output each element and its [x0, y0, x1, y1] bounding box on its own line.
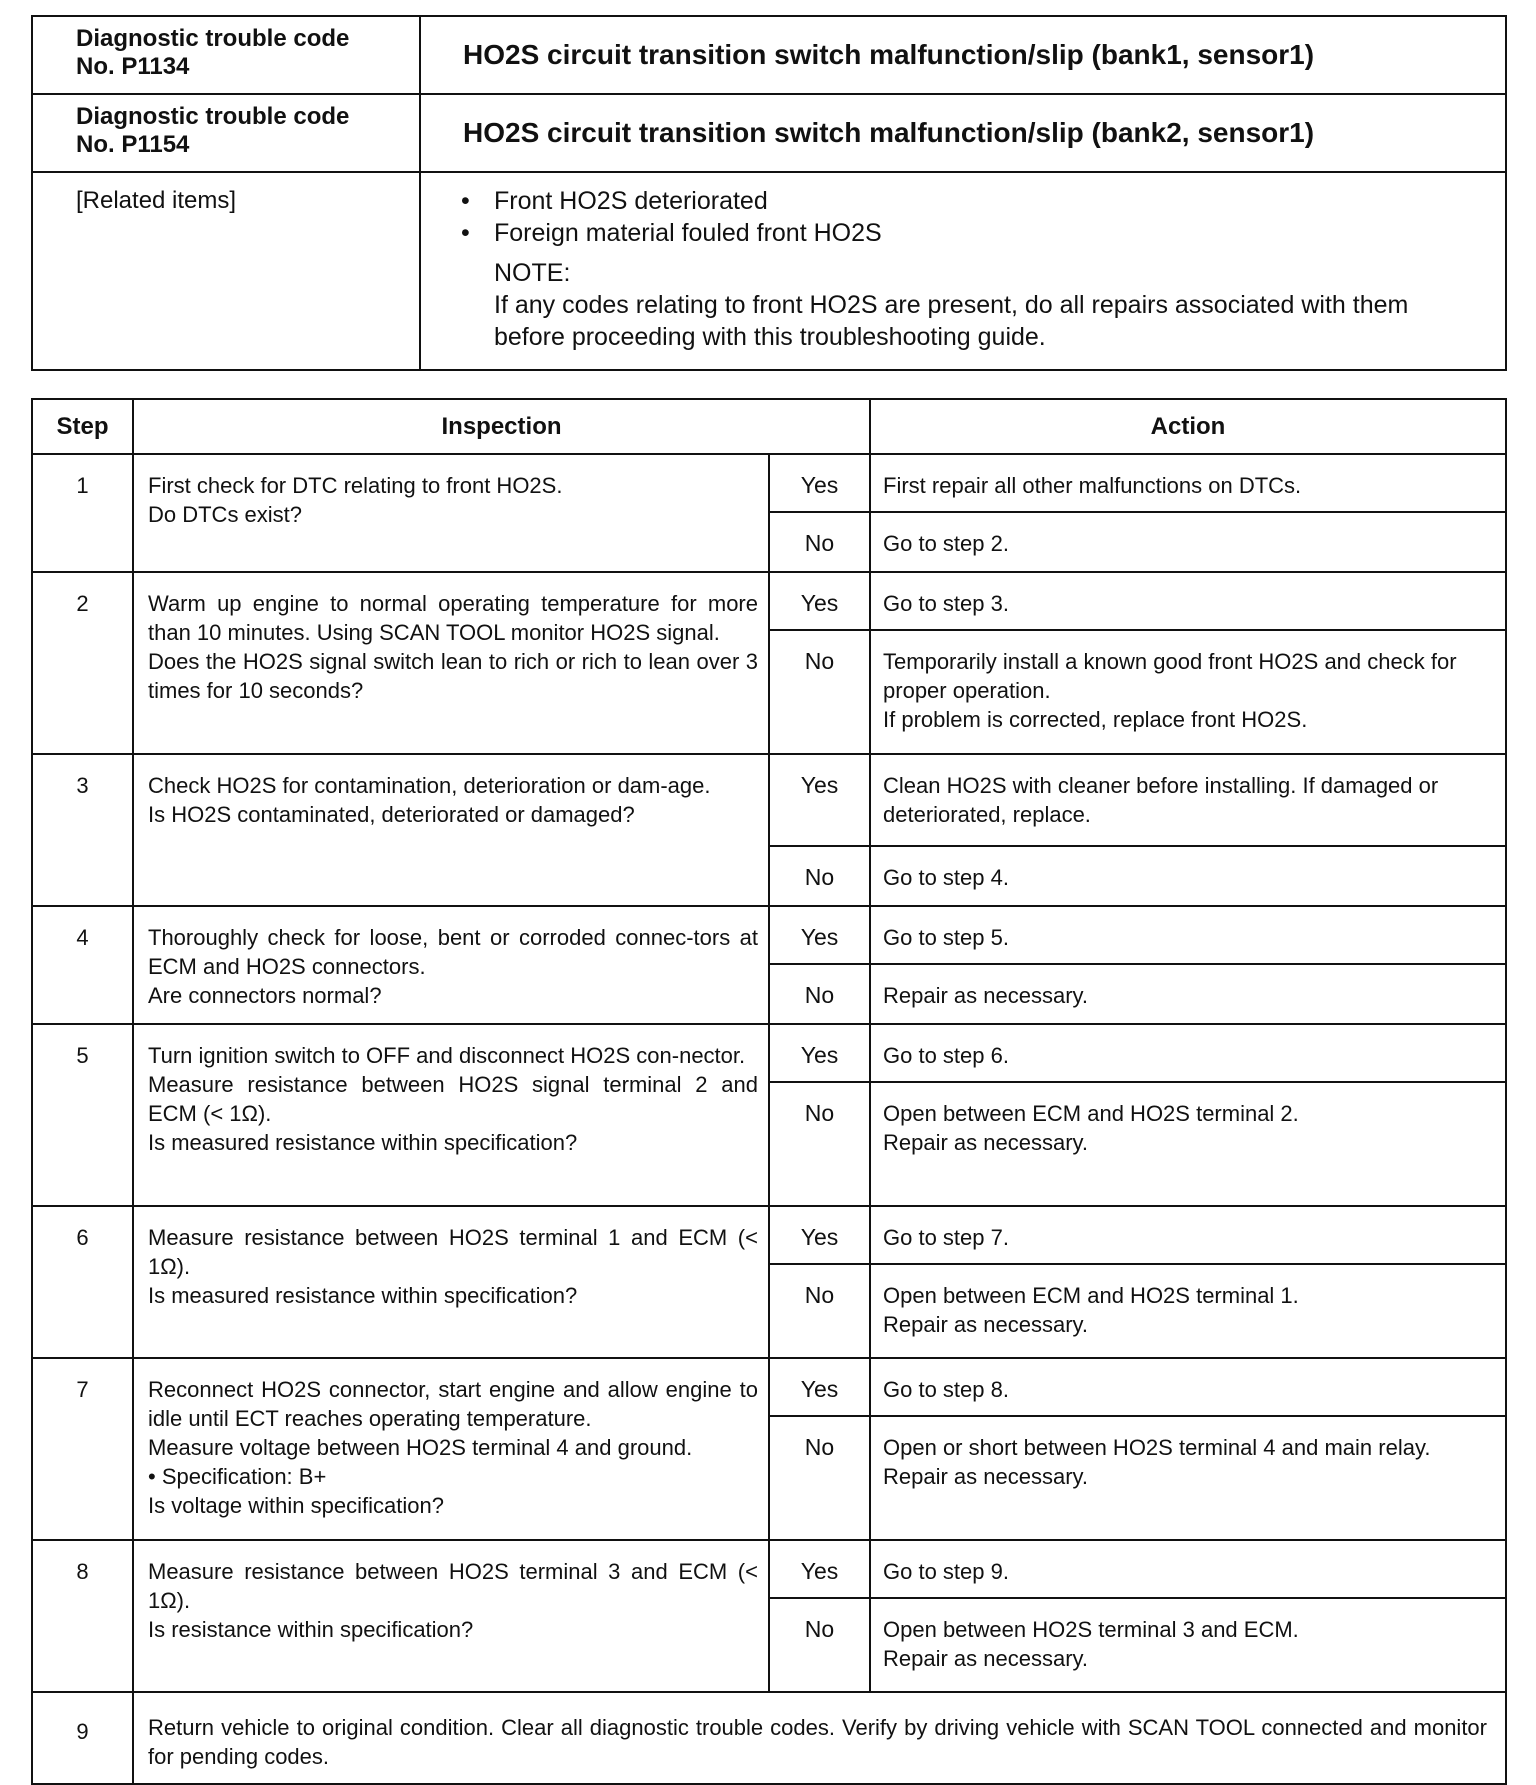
yes-action-cell [870, 1206, 1506, 1264]
table-row [32, 1540, 1506, 1598]
inspection-line: Thoroughly check for loose, bent or corroded connec-tors at ECM and HO2S connectors. [148, 925, 758, 979]
no-action-cell [870, 630, 1506, 754]
note-line: before proceeding with this troubleshooting guide. [494, 323, 1046, 351]
dtc-row-p1154 [32, 94, 1506, 172]
no-label: No [769, 846, 870, 906]
step-column-header: Step [32, 399, 133, 454]
inspection-cell [133, 1206, 769, 1358]
yes-action-cell [870, 454, 1506, 512]
note-label: NOTE: [494, 259, 571, 287]
inspection-line: Is HO2S contaminated, deteriorated or damaged? [148, 802, 635, 827]
dtc-title: HO2S circuit transition switch malfunction/slip (bank1, sensor1) [420, 16, 1506, 94]
table-row [32, 572, 1506, 630]
dtc-label [32, 16, 420, 94]
step-number: 7 [32, 1358, 133, 1540]
no-action-cell [870, 1416, 1506, 1540]
yes-action-cell [870, 906, 1506, 964]
related-items-cell [420, 172, 1506, 370]
action-line: If problem is corrected, replace front HO2S. [883, 707, 1308, 732]
step-number: 4 [32, 906, 133, 1024]
inspection-cell [133, 906, 769, 1024]
action-line: Repair as necessary. [883, 1312, 1089, 1337]
step-number: 2 [32, 572, 133, 754]
yes-label: Yes [769, 1540, 870, 1598]
step-number: 8 [32, 1540, 133, 1692]
step-number: 1 [32, 454, 133, 572]
no-action-cell [870, 1082, 1506, 1206]
final-step-text: Return vehicle to original condition. Clear all diagnostic trouble codes. Verify by driving vehicle with SCAN TOOL connected and monitor for pending codes. [133, 1692, 1506, 1784]
inspection-cell [133, 572, 769, 754]
yes-action-cell [870, 754, 1506, 846]
action-column-header: Action [870, 399, 1506, 454]
table-row [32, 1358, 1506, 1416]
action-line: Repair as necessary. [883, 1464, 1089, 1489]
step-number: 3 [32, 754, 133, 906]
inspection-line: Is measured resistance within specification? [148, 1283, 578, 1308]
related-item-text: Front HO2S deteriorated [494, 187, 768, 215]
action-line: Go to step 9. [883, 1559, 1009, 1584]
action-line: Clean HO2S with cleaner before installing. If damaged or deteriorated, replace. [883, 773, 1439, 827]
no-action-cell [870, 1264, 1506, 1358]
inspection-cell [133, 1540, 769, 1692]
yes-action-cell [870, 1024, 1506, 1082]
inspection-cell [133, 754, 769, 906]
yes-label: Yes [769, 454, 870, 512]
note-text [461, 289, 1485, 353]
action-line: Open between ECM and HO2S terminal 2. [883, 1101, 1299, 1126]
dtc-title: HO2S circuit transition switch malfunction/slip (bank2, sensor1) [420, 94, 1506, 172]
action-line: Go to step 4. [883, 865, 1009, 890]
action-line: Go to step 7. [883, 1225, 1009, 1250]
inspection-line: Is voltage within specification? [148, 1493, 444, 1518]
dtc-label-line1: Diagnostic trouble code [76, 103, 350, 130]
inspection-line: Warm up engine to normal operating temperature for more than 10 minutes. Using SCAN TOOL monitor HO2S signal. [148, 591, 758, 645]
inspection-line: Measure resistance between HO2S terminal 3 and ECM (< 1Ω). [148, 1559, 758, 1613]
yes-label: Yes [769, 1024, 870, 1082]
no-action-cell [870, 1598, 1506, 1692]
inspection-line: Measure voltage between HO2S terminal 4 and ground. [148, 1435, 693, 1460]
dtc-label [32, 94, 420, 172]
step-number: 5 [32, 1024, 133, 1206]
related-items-row [32, 172, 1506, 370]
inspection-line: Measure resistance between HO2S terminal 1 and ECM (< 1Ω). [148, 1225, 758, 1279]
table-header-row [32, 399, 1506, 454]
dtc-number: No. P1134 [76, 53, 190, 80]
action-line: Go to step 2. [883, 531, 1009, 556]
inspection-line: Do DTCs exist? [148, 502, 303, 527]
inspection-line: Turn ignition switch to OFF and disconnect HO2S con-nector. [148, 1043, 746, 1068]
action-line: Go to step 6. [883, 1043, 1009, 1068]
no-label: No [769, 1264, 870, 1358]
yes-label: Yes [769, 754, 870, 846]
no-label: No [769, 630, 870, 754]
action-line: Open between ECM and HO2S terminal 1. [883, 1283, 1299, 1308]
action-line: Open between HO2S terminal 3 and ECM. [883, 1617, 1299, 1642]
inspection-line: Are connectors normal? [148, 983, 382, 1008]
dtc-row-p1134 [32, 16, 1506, 94]
inspection-line: Check HO2S for contamination, deterioration or dam-age. [148, 773, 711, 798]
inspection-line: Reconnect HO2S connector, start engine and allow engine to idle until ECT reaches operating temperature. [148, 1377, 758, 1431]
yes-label: Yes [769, 1206, 870, 1264]
yes-label: Yes [769, 572, 870, 630]
inspection-line: Does the HO2S signal switch lean to rich or rich to lean over 3 times for 10 seconds? [148, 649, 758, 703]
no-label: No [769, 1416, 870, 1540]
note-line: If any codes relating to front HO2S are present, do all repairs associated with them [494, 291, 1409, 319]
inspection-cell [133, 454, 769, 572]
action-line: Temporarily install a known good front HO2S and check for proper operation. [883, 649, 1457, 703]
no-action-cell [870, 846, 1506, 906]
inspection-line: Is resistance within specification? [148, 1617, 474, 1642]
yes-action-cell [870, 1358, 1506, 1416]
dtc-number: No. P1154 [76, 131, 190, 158]
inspection-line: Is measured resistance within specification? [148, 1130, 578, 1155]
action-line: Go to step 3. [883, 591, 1009, 616]
action-line: Repair as necessary. [883, 1646, 1089, 1671]
no-action-cell [870, 964, 1506, 1024]
step-number: 6 [32, 1206, 133, 1358]
action-line: Go to step 5. [883, 925, 1009, 950]
table-row [32, 906, 1506, 964]
table-row [32, 1206, 1506, 1264]
action-line: First repair all other malfunctions on DTCs. [883, 473, 1302, 498]
related-item: • Front HO2S deteriorated [461, 187, 768, 215]
inspection-column-header: Inspection [133, 399, 870, 454]
inspection-cell [133, 1024, 769, 1206]
inspection-line: First check for DTC relating to front HO2S. [148, 473, 563, 498]
table-row [32, 454, 1506, 512]
no-label: No [769, 512, 870, 572]
inspection-line: Measure resistance between HO2S signal terminal 2 and ECM (< 1Ω). [148, 1072, 758, 1126]
troubleshooting-table [31, 398, 1507, 1785]
table-row [32, 754, 1506, 846]
table-row-final [32, 1692, 1506, 1784]
no-label: No [769, 964, 870, 1024]
dtc-label-line1: Diagnostic trouble code [76, 25, 350, 52]
inspection-cell [133, 1358, 769, 1540]
related-item-text: Foreign material fouled front HO2S [494, 219, 882, 247]
action-line: Go to step 8. [883, 1377, 1009, 1402]
related-item: • Foreign material fouled front HO2S [461, 219, 882, 247]
table-row [32, 1024, 1506, 1082]
no-label: No [769, 1598, 870, 1692]
yes-label: Yes [769, 1358, 870, 1416]
action-line: Open or short between HO2S terminal 4 and main relay. [883, 1435, 1431, 1460]
step-number: 9 [32, 1692, 133, 1784]
no-action-cell [870, 512, 1506, 572]
no-label: No [769, 1082, 870, 1206]
inspection-line: • Specification: B+ [148, 1464, 327, 1489]
action-line: Repair as necessary. [883, 983, 1089, 1008]
yes-action-cell [870, 1540, 1506, 1598]
dtc-header-table [31, 15, 1507, 371]
yes-action-cell [870, 572, 1506, 630]
related-items-label: [Related items] [32, 172, 420, 370]
steps-body [32, 454, 1506, 1784]
action-line: Repair as necessary. [883, 1130, 1089, 1155]
yes-label: Yes [769, 906, 870, 964]
